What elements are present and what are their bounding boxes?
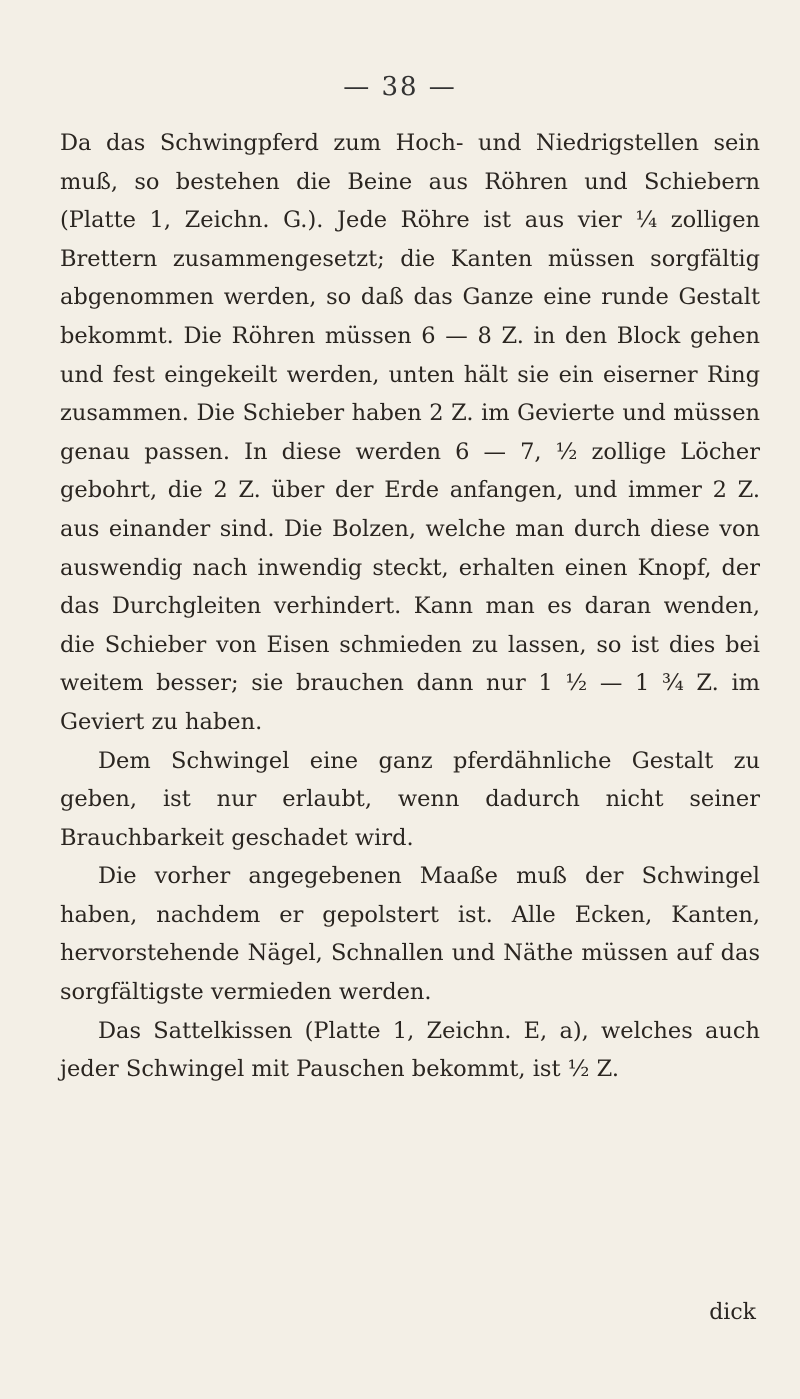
- catchword: dick: [709, 1300, 756, 1325]
- paragraph: Da das Schwingpferd zum Hoch- und Niedrigstellen sein muß, so bestehen die Beine aus Röhren und Schiebern (Platte 1, Zeichn. G.). Jede Röhre ist aus vier ¼ zolligen Brettern zusammengesetzt; die Kanten müssen sorgfältig abgenommen werden, so daß das Ganze eine runde Gestalt bekommt. Die Röhren müssen 6 — 8 Z. in den Block gehen und fest eingekeilt werden, unten hält sie ein eiserner Ring zusammen. Die Schieber haben 2 Z. im Geviertе und müssen genau passen. In diese werden 6 — 7, ½ zollige Löcher gebohrt, die 2 Z. über der Erde anfangen, und immer 2 Z. aus einander sind. Die Bolzen, welche man durch diese von auswendig nach inwendig steckt, erhalten einen Knopf, der das Durchgleiten verhindert. Kann man es daran wenden, die Schieber von Eisen schmieden zu lassen, so ist dies bei weitem besser; sie brauchen dann nur 1 ½ — 1 ¾ Z. im Geviert zu haben.: [60, 130, 760, 735]
- paragraph: Das Sattelkissen (Platte 1, Zeichn. E, a), welches auch jeder Schwingel mit Pauschen bekommt, ist ½ Z.: [60, 1017, 760, 1083]
- body-text: [60, 124, 760, 1089]
- page-number-header: — 38 —: [343, 72, 457, 102]
- paragraph: Die vorher angegebenen Maaße muß der Schwingel haben, nachdem er gepolstert ist. Alle Ecken, Kanten, hervorstehende Nägel, Schnallen und Näthe müssen auf das sorgfältigste vermieden werden.: [60, 863, 760, 1006]
- paragraph: Dem Schwingel eine ganz pferdähnliche Gestalt zu geben, ist nur erlaubt, wenn dadurch nicht seiner Brauchbarkeit geschadet wird.: [60, 747, 760, 851]
